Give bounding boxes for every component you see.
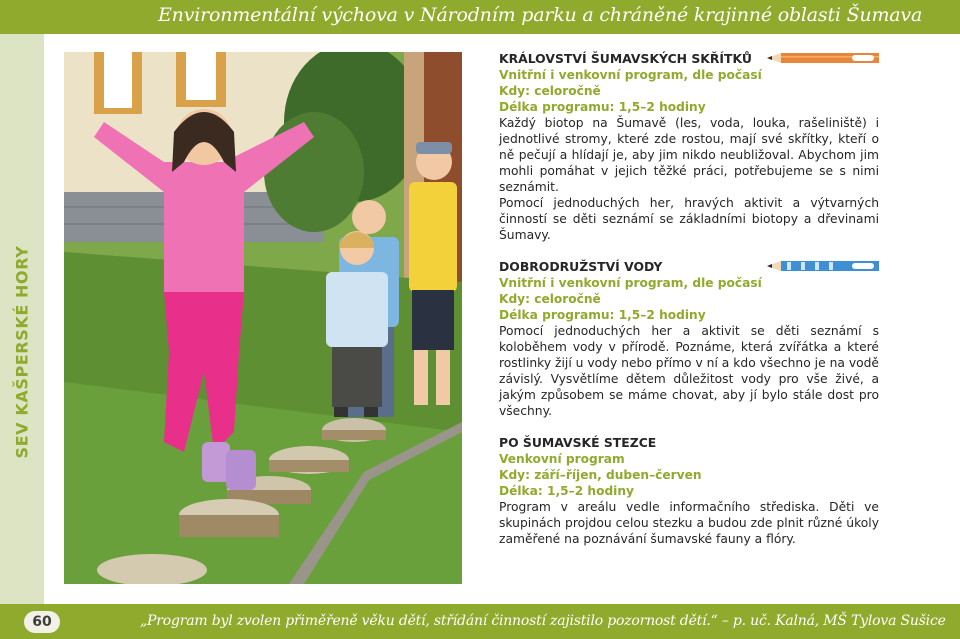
- photo-illustration: [64, 52, 462, 584]
- photo-children-stepping-stones: [64, 52, 462, 584]
- page-header-title: Environmentální výchova v Národním parku a chráněné krajinné oblasti Šumava: [158, 4, 923, 26]
- orange-pencil-icon: [767, 53, 879, 63]
- header-bar: [0, 0, 960, 34]
- program-duration: Délka programu: 1,5–2 hodiny: [499, 308, 706, 322]
- footer-quote: „Program byl zvolen přiměřeně věku dětí, střídání činností zajistilo pozornost dětí.“ – p. uč. Kalná, MŠ Tylova Sušice: [140, 613, 946, 629]
- program-when: Kdy: celoročně: [499, 84, 601, 98]
- footer-bar: [0, 604, 960, 639]
- program-section: [499, 435, 879, 547]
- program-when: Kdy: celoročně: [499, 292, 601, 306]
- program-duration: Délka: 1,5–2 hodiny: [499, 484, 634, 498]
- program-type: Venkovní program: [499, 452, 625, 466]
- program-title: KRÁLOVSTVÍ ŠUMAVSKÝCH SKŘÍTKŮ: [499, 51, 752, 66]
- program-description: Každý biotop na Šumavě (les, voda, louka, rašeliniště) i jednotlivé stromy, které zde rostou, mají své skřítky, kteří o ně pečují a hlídají je, aby jim nikdo neubližoval. Abychom jim mohli pomáhat v jejich těžké práci, potřebujeme se s nimi seznámit.: [499, 116, 879, 194]
- program-when: Kdy: září–říjen, duben–červen: [499, 468, 702, 482]
- side-band: [0, 34, 44, 604]
- program-section: [499, 259, 879, 419]
- program-section: [499, 51, 879, 243]
- program-duration: Délka programu: 1,5–2 hodiny: [499, 100, 706, 114]
- program-description: Pomocí jednoduchých her a aktivit se děti seznámí s koloběhem vody v přírodě. Poznáme, která zvířátka a které rostlinky žijí u vody nebo přímo v ní a kdo všechno je na vodě závislý. Vysvětlíme dětem důležitost vody pro vše živé, a jakým způsobem se máme chovat, aby jí bylo stále dost pro všechny.: [499, 324, 879, 418]
- program-title: DOBRODRUŽSTVÍ VODY: [499, 259, 663, 274]
- program-type: Vnitřní i venkovní program, dle počasí: [499, 68, 762, 82]
- program-title: PO ŠUMAVSKÉ STEZCE: [499, 435, 657, 450]
- program-type: Vnitřní i venkovní program, dle počasí: [499, 276, 762, 290]
- program-description: Program v areálu vedle informačního střediska. Děti ve skupinách projdou celou stezku a budou zde plnit různé úkoly zaměřené na poznávání šumavské fauny a flóry.: [499, 500, 879, 546]
- program-description: Pomocí jednoduchých her, hravých aktivit a výtvarných činností se děti seznámí se základními biotopy a dřevinami Šumavy.: [499, 196, 879, 242]
- program-list: [499, 51, 879, 563]
- page-number: 60: [24, 611, 60, 633]
- sidebar-label: SEV KAŠPERSKÉ HORY: [12, 245, 32, 459]
- blue-pencil-icon: [767, 261, 879, 271]
